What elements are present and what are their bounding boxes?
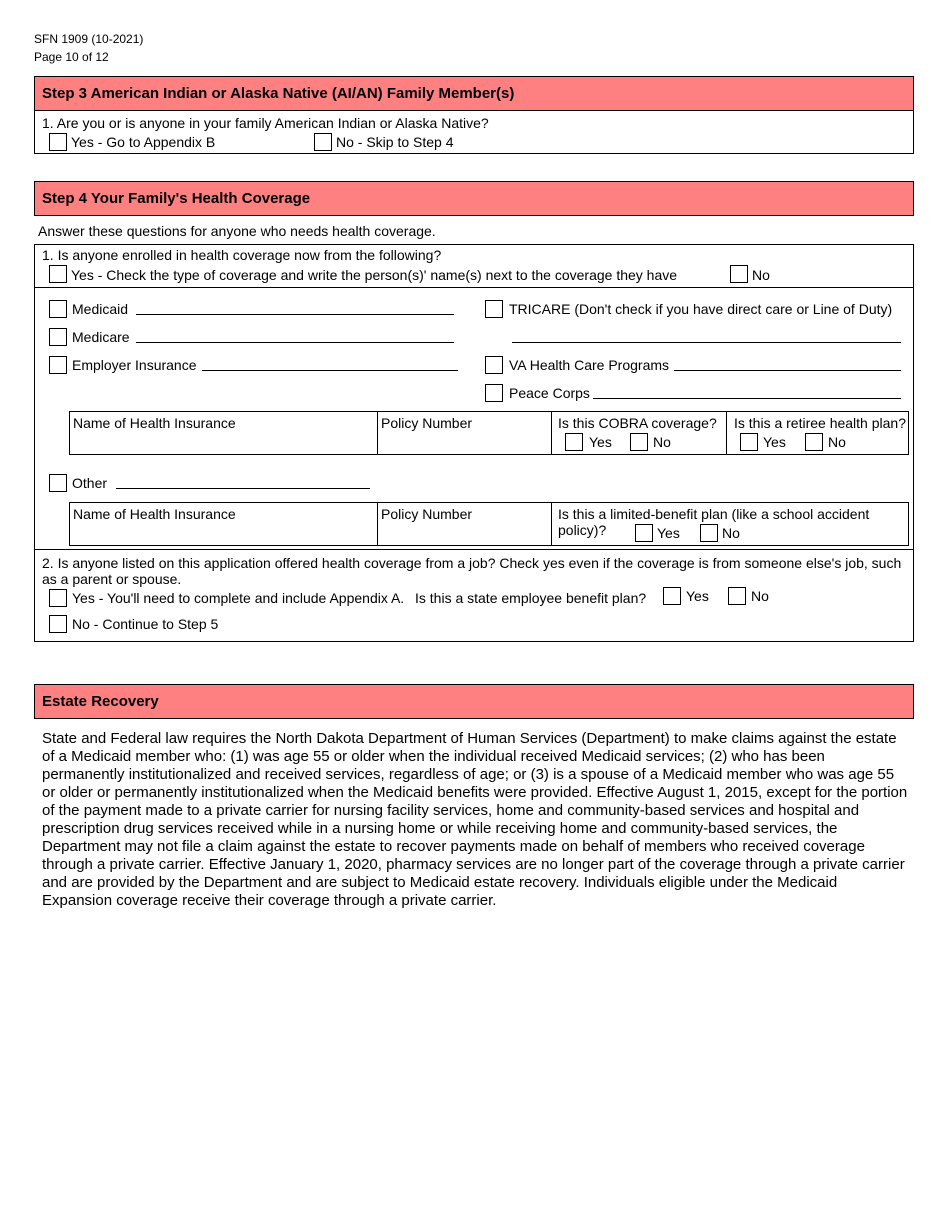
state-benefit-no-label: No	[751, 588, 769, 604]
retiree-no-label: No	[828, 434, 846, 450]
medicaid-name-field[interactable]	[136, 314, 454, 315]
cobra-question: Is this COBRA coverage?	[558, 415, 717, 431]
employer-label: Employer Insurance	[72, 357, 197, 373]
divider	[34, 549, 914, 550]
medicare-checkbox[interactable]	[49, 328, 67, 346]
medicaid-checkbox[interactable]	[49, 300, 67, 318]
limited-benefit-question: Is this a limited-benefit plan (like a school accident	[558, 506, 870, 522]
medicare-name-field[interactable]	[136, 342, 454, 343]
q2-text-line1: 2. Is anyone listed on this application offered health coverage from a job? Check yes even if the coverage is from someone else's job, such	[42, 555, 902, 571]
retiree-no-checkbox[interactable]	[805, 433, 823, 451]
estate-body: State and Federal law requires the North Dakota Department of Human Services (Department) to make claims against the estate of a Medicaid member who: (1) was age 55 or older when the individual received Medicaid services; (2) who has been permanently institutionalized and received services, regardless of age; or (3) is a spouse of a Medicaid member who was age 55 or older or permanently institutionalized when the Medicaid benefits were provided. Effective August 1, 2015, except for the portion of the payment made to a private carrier for nursing facility services, home and community-based services and hospital and prescription drug services received while in a nursing home or while receiving home and community-based services, the Department may not file a claim against the estate to recover payments made on behalf of members who received coverage through a private carrier. Effective January 1, 2020, pharmacy services are no longer part of the coverage through a private carrier and are provided by the Department and are subject to Medicaid estate recovery. Individuals eligible under the Medicaid Expansion coverage receive their coverage through a private carrier.	[42, 730, 908, 909]
q1-yes-label: Yes - Check the type of coverage and write the person(s)' name(s) next to the coverage they have	[71, 267, 678, 283]
form-id: SFN 1909 (10-2021)	[34, 32, 144, 46]
divider	[726, 411, 727, 455]
tricare-label: TRICARE (Don't check if you have direct care or Line of Duty)	[509, 301, 893, 317]
limited-yes-checkbox[interactable]	[635, 524, 653, 542]
other-name-field[interactable]	[116, 488, 370, 489]
divider	[34, 287, 914, 288]
tricare-name-field[interactable]	[512, 342, 901, 343]
insurance-name-header: Name of Health Insurance	[73, 415, 236, 431]
limited-no-checkbox[interactable]	[700, 524, 718, 542]
tricare-checkbox[interactable]	[485, 300, 503, 318]
cobra-no-checkbox[interactable]	[630, 433, 648, 451]
va-checkbox[interactable]	[485, 356, 503, 374]
step3-no-checkbox[interactable]	[314, 133, 332, 151]
peace-corps-label: Peace Corps	[509, 385, 590, 401]
peace-corps-name-field[interactable]	[593, 398, 901, 399]
peace-corps-checkbox[interactable]	[485, 384, 503, 402]
cobra-no-label: No	[653, 434, 671, 450]
page-number: Page 10 of 12	[34, 50, 109, 64]
q2-no-label: No - Continue to Step 5	[72, 616, 219, 632]
va-name-field[interactable]	[674, 370, 901, 371]
q1-no-label: No	[752, 267, 770, 283]
estate-title: Estate Recovery	[42, 693, 159, 710]
step3-yes-checkbox[interactable]	[49, 133, 67, 151]
employer-checkbox[interactable]	[49, 356, 67, 374]
step4-title: Step 4 Your Family's Health Coverage	[42, 190, 311, 207]
medicaid-label: Medicaid	[72, 301, 129, 317]
step4-intro: Answer these questions for anyone who needs health coverage.	[38, 223, 436, 239]
policy-number-header: Policy Number	[381, 506, 473, 522]
step3-header	[34, 76, 914, 111]
q2-no-checkbox[interactable]	[49, 615, 67, 633]
q2-yes-checkbox[interactable]	[49, 589, 67, 607]
other-label: Other	[72, 475, 108, 491]
cobra-yes-label: Yes	[589, 434, 612, 450]
va-label: VA Health Care Programs	[509, 357, 670, 373]
policy-number-header: Policy Number	[381, 415, 473, 431]
step3-yes-label: Yes - Go to Appendix B	[71, 134, 216, 150]
state-benefit-question: Is this a state employee benefit plan?	[415, 590, 647, 606]
medicare-label: Medicare	[72, 329, 130, 345]
state-benefit-yes-label: Yes	[686, 588, 709, 604]
retiree-yes-checkbox[interactable]	[740, 433, 758, 451]
step4-header	[34, 181, 914, 216]
q2-yes-label: Yes - You'll need to complete and include Appendix A.	[72, 590, 405, 606]
q1-text: 1. Is anyone enrolled in health coverage now from the following?	[42, 247, 442, 263]
step3-no-label: No - Skip to Step 4	[336, 134, 454, 150]
divider	[551, 502, 552, 546]
estate-header	[34, 684, 914, 719]
divider	[551, 411, 552, 455]
state-benefit-yes-checkbox[interactable]	[663, 587, 681, 605]
q1-no-checkbox[interactable]	[730, 265, 748, 283]
limited-no-label: No	[722, 525, 740, 541]
limited-yes-label: Yes	[657, 525, 680, 541]
retiree-yes-label: Yes	[763, 434, 786, 450]
divider	[377, 411, 378, 455]
other-checkbox[interactable]	[49, 474, 67, 492]
employer-name-field[interactable]	[202, 370, 458, 371]
cobra-yes-checkbox[interactable]	[565, 433, 583, 451]
state-benefit-no-checkbox[interactable]	[728, 587, 746, 605]
q2-text-line2: as a parent or spouse.	[42, 571, 182, 587]
step3-title: Step 3 American Indian or Alaska Native (AI/AN) Family Member(s)	[42, 85, 515, 102]
q1-yes-checkbox[interactable]	[49, 265, 67, 283]
step3-question: 1. Are you or is anyone in your family American Indian or Alaska Native?	[42, 115, 489, 131]
divider	[377, 502, 378, 546]
insurance-name-header: Name of Health Insurance	[73, 506, 236, 522]
retiree-question: Is this a retiree health plan?	[734, 415, 906, 431]
limited-benefit-question-cont: policy)?	[558, 522, 607, 538]
